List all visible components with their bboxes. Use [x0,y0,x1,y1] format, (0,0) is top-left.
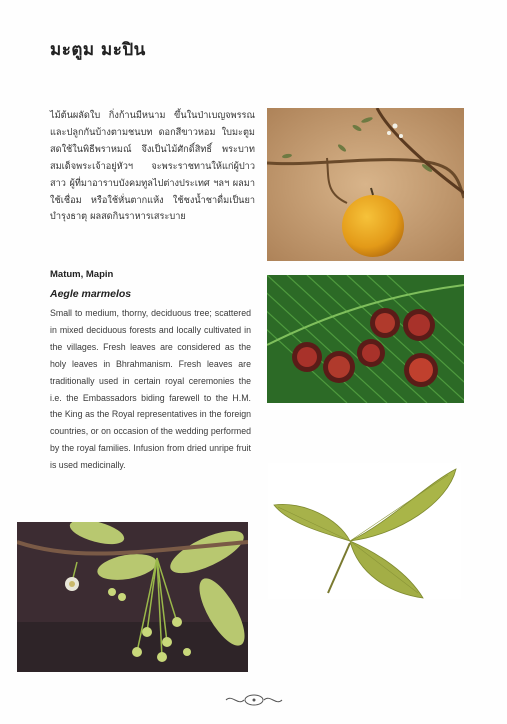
photo-fruit-branch [267,108,464,261]
ornament-icon [224,692,284,708]
photo-trifoliate-leaf [268,463,461,599]
photo-flower-buds [17,522,248,672]
photo-dried-slices [267,275,464,403]
english-name: Matum, Mapin [50,269,114,280]
thai-description: ไม้ต้นผลัดใบ กิ่งก้านมีหนาม ขึ้นในป่าเบญจพรรณและปลูกกันบ้างตามชนบท ดอกสีขาวหอม ใบมะตูมสดใช้ในพิธีพราหมณ์ จึงเป็นไม้ศักดิ์สิทธิ์ พระบาทสมเด็จพระเจ้าอยู่หัวฯ จะพระราชทานให้แก่ผู้ปาวสาว ผู้ที่มาอาราบบังคมทูลไปต่างประเทศ ฯลฯ ผลมาใช้เชื่อม หรือใช้หั่นตากแห้ง ใช้ชงน้ำชาดื่มเป็นยาบำรุงธาตุ ผลสดกินราหารเสระบาย [50,110,255,223]
page-title: มะตูม มะปิน [50,40,146,60]
scientific-name: Aegle marmelos [50,288,132,300]
english-description: Small to medium, thorny, deciduous tree; scattered in mixed deciduous forests and locally cultivated in the villages. Fresh leaves are considered as the holy leaves in Bhrahmanism. Fresh leaves are traditionally used in certain royal ceremonies the i.e. the Embassadors biding farewell to the H.M. the King as the Royal representatives in the foreign countries, or on occasion of the wedding performed by the royal families. Infusion from dried unripe fruit is used medicinally. [50,308,251,471]
